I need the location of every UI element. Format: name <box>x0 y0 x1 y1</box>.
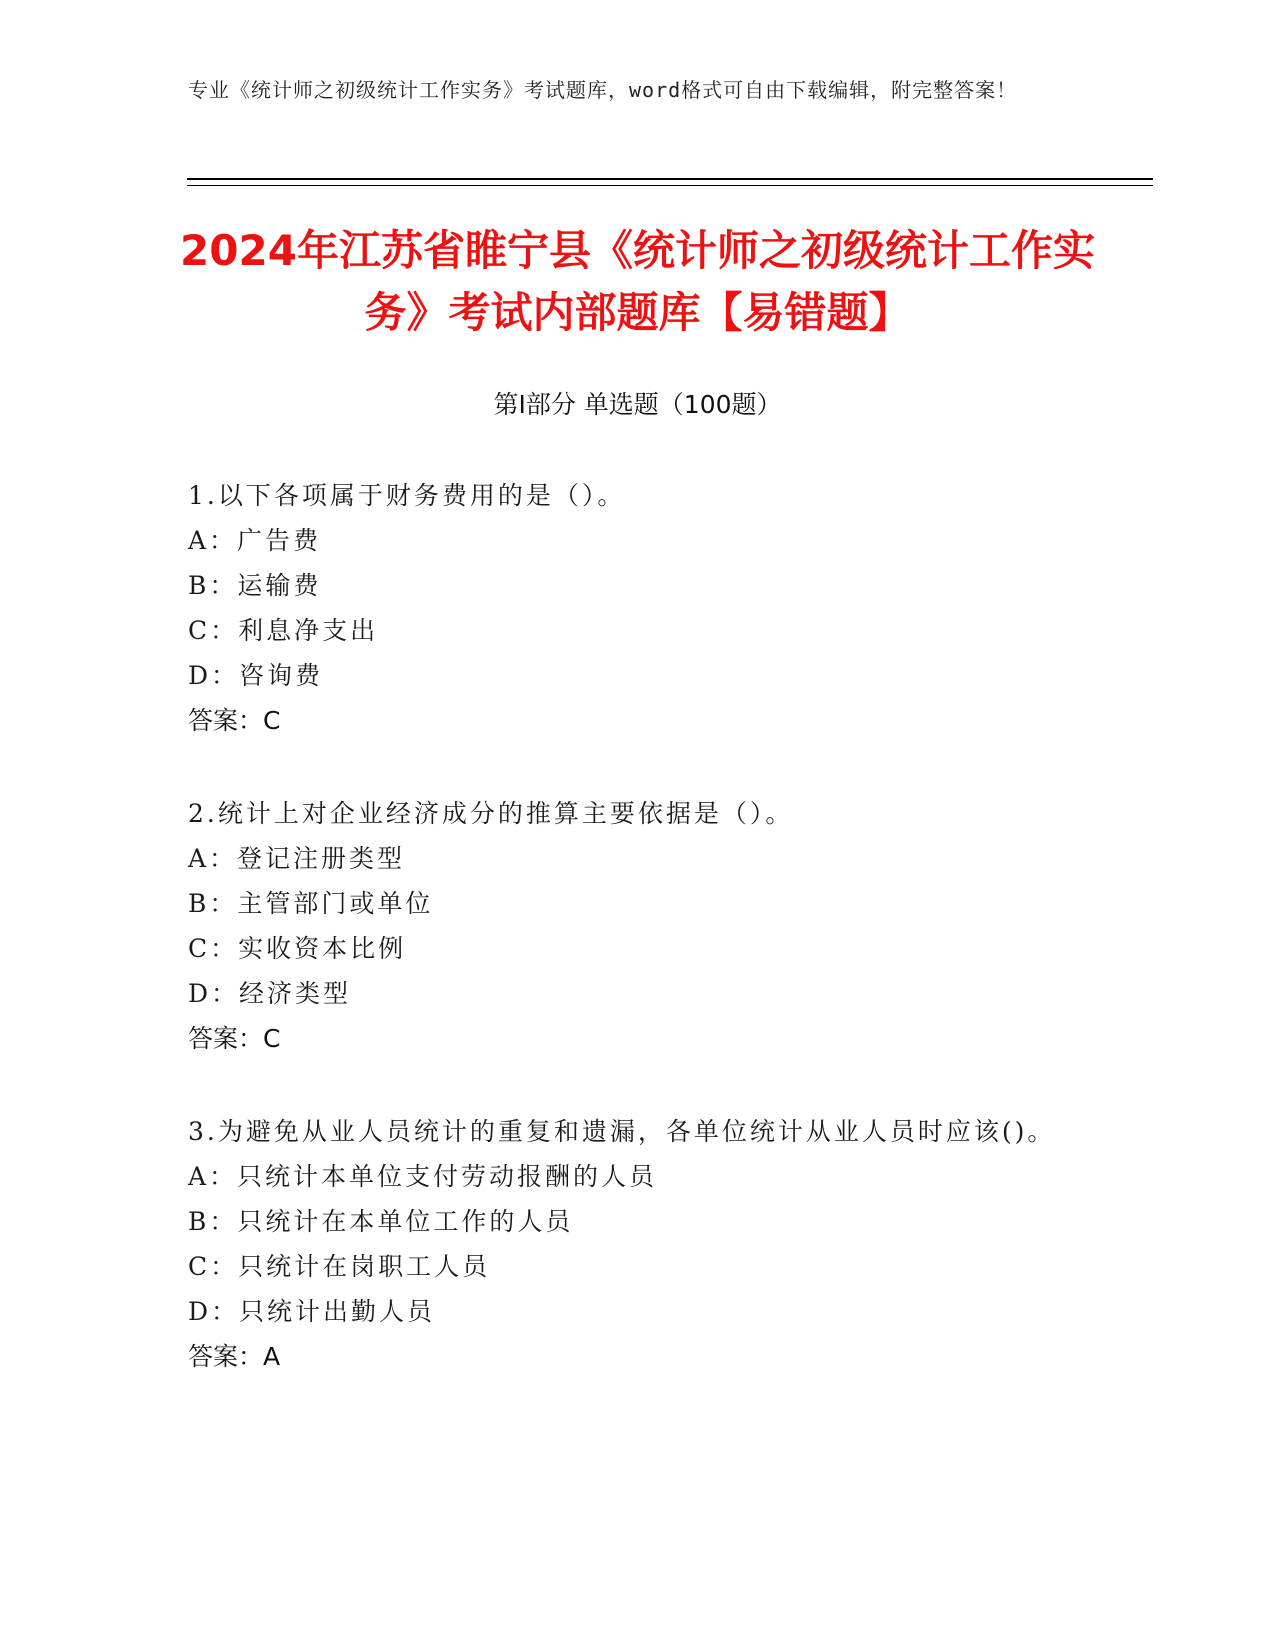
option-c: C：利息净支出 <box>188 616 379 645</box>
question-answer: 答案：A <box>188 1342 281 1371</box>
header-rule-thick <box>187 178 1153 180</box>
option-b: B：只统计在本单位工作的人员 <box>188 1207 574 1236</box>
question-1 <box>188 474 1068 744</box>
question-list <box>188 474 1068 1428</box>
option-d: D：只统计出勤人员 <box>188 1297 436 1326</box>
header-rule-thin <box>187 185 1153 186</box>
option-a: A：登记注册类型 <box>188 844 406 873</box>
option-d: D：经济类型 <box>188 979 352 1008</box>
question-stem: 2.统计上对企业经济成分的推算主要依据是（）。 <box>188 799 794 828</box>
option-a: A：只统计本单位支付劳动报酬的人员 <box>188 1162 658 1191</box>
option-b: B：运输费 <box>188 571 322 600</box>
document-title: 2024年江苏省睢宁县《统计师之初级统计工作实务》考试内部题库【易错题】 <box>180 226 1095 337</box>
option-b: B：主管部门或单位 <box>188 889 434 918</box>
question-stem: 3.为避免从业人员统计的重复和遗漏，各单位统计从业人员时应该()。 <box>188 1117 1056 1146</box>
header-note: 专业《统计师之初级统计工作实务》考试题库，word格式可自由下载编辑，附完整答案！ <box>188 78 1018 102</box>
option-c: C：实收资本比例 <box>188 934 407 963</box>
section-title: 第Ⅰ部分 单选题（100题） <box>493 390 782 419</box>
question-answer: 答案：C <box>188 706 281 735</box>
question-3 <box>188 1110 1068 1380</box>
option-c: C：只统计在岗职工人员 <box>188 1252 491 1281</box>
question-stem: 1.以下各项属于财务费用的是（）。 <box>188 481 626 510</box>
option-d: D：咨询费 <box>188 661 324 690</box>
option-a: A：广告费 <box>188 526 322 555</box>
question-2 <box>188 792 1068 1062</box>
question-answer: 答案：C <box>188 1024 281 1053</box>
